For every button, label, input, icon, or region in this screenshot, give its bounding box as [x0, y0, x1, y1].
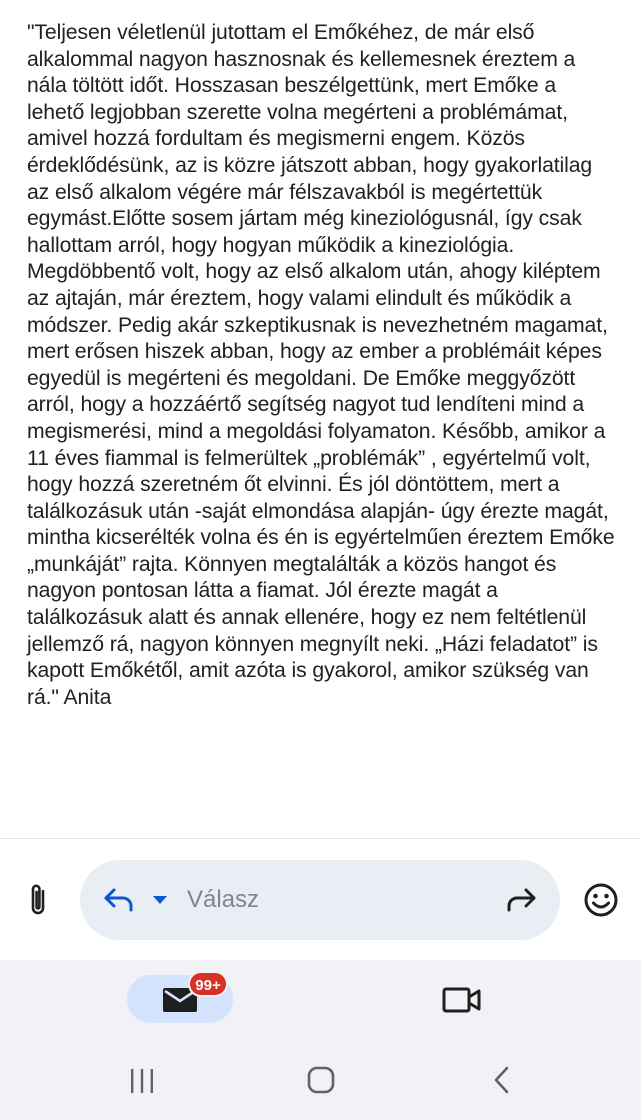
caret-down-icon[interactable] — [152, 895, 168, 905]
message-body: "Teljesen véletlenül jutottam el Emőkéhez, de már első alkalommal nagyon hasznosnak és kellemesnek éreztem a nála töltött időt. Hosszasan beszélgettünk, mert Emőke a lehető legjobban szerette volna megérteni a problémámat, amivel hozzá fordultam és megismerni engem. Közös érdeklődésünk, az is közre játszott abban, hogy gyakorlatilag az első alkalom végére már félszavakból is megértettük egymást.Előtte sosem jártam még kineziológusnál, így csak hallottam arról, hogy hogyan működik a kineziológia. Megdöbbentő volt, hogy az első alkalom után, ahogy kiléptem az ajtaján, már éreztem, hogy valami elindult és működik a módszer. Pedig akár szkeptikusnak is nevezhetném magamat, mert erősen hiszek abban, hogy az ember a problémáit képes egyedül is megérteni és megoldani. De Emőke meggyőzött arról, hogy a hozzáértő segítség nagyot tud lendíteni mind a megismerési, mind a megoldási folyamaton. Később, amikor a 11 éves fiammal is felmerültek „problémák” , egyértelmű volt, hogy hozzá szeretném őt elvinni. És jól döntöttem, mert a találkozásuk után -saját elmondása alapján- úgy érezte magát, mintha kicserélték volna és én is egyértelműen éreztem Emőke „munkáját” rajta. Könnyen megtalálták a közös hangot és nagyon pontosan látta a fiamat. Jól érezte magát a találkozásuk alatt és annak ellenére, hogy ez nem feltétlenül jellemző rá, nagyon könnyen megnyílt neki. „Házi feladatot” is kapott Emőkétől, amit azóta is gyakorol, amikor szükség van rá." Anita — [27, 21, 615, 709]
attach-button[interactable] — [18, 880, 58, 920]
reply-input[interactable]: Válasz — [187, 886, 260, 913]
reply-bar[interactable] — [80, 860, 560, 940]
forward-arrow-icon[interactable] — [504, 886, 538, 914]
back-icon[interactable] — [490, 1065, 514, 1095]
paperclip-icon — [26, 882, 50, 918]
reply-arrow-icon[interactable] — [102, 884, 136, 916]
bottom-navigation — [0, 960, 641, 1040]
video-camera-icon[interactable] — [442, 986, 482, 1014]
recent-apps-icon[interactable] — [128, 1067, 156, 1095]
smiley-icon — [581, 880, 621, 920]
unread-badge: 99+ — [188, 971, 228, 997]
home-icon[interactable] — [306, 1065, 336, 1095]
emoji-button[interactable] — [581, 880, 621, 920]
